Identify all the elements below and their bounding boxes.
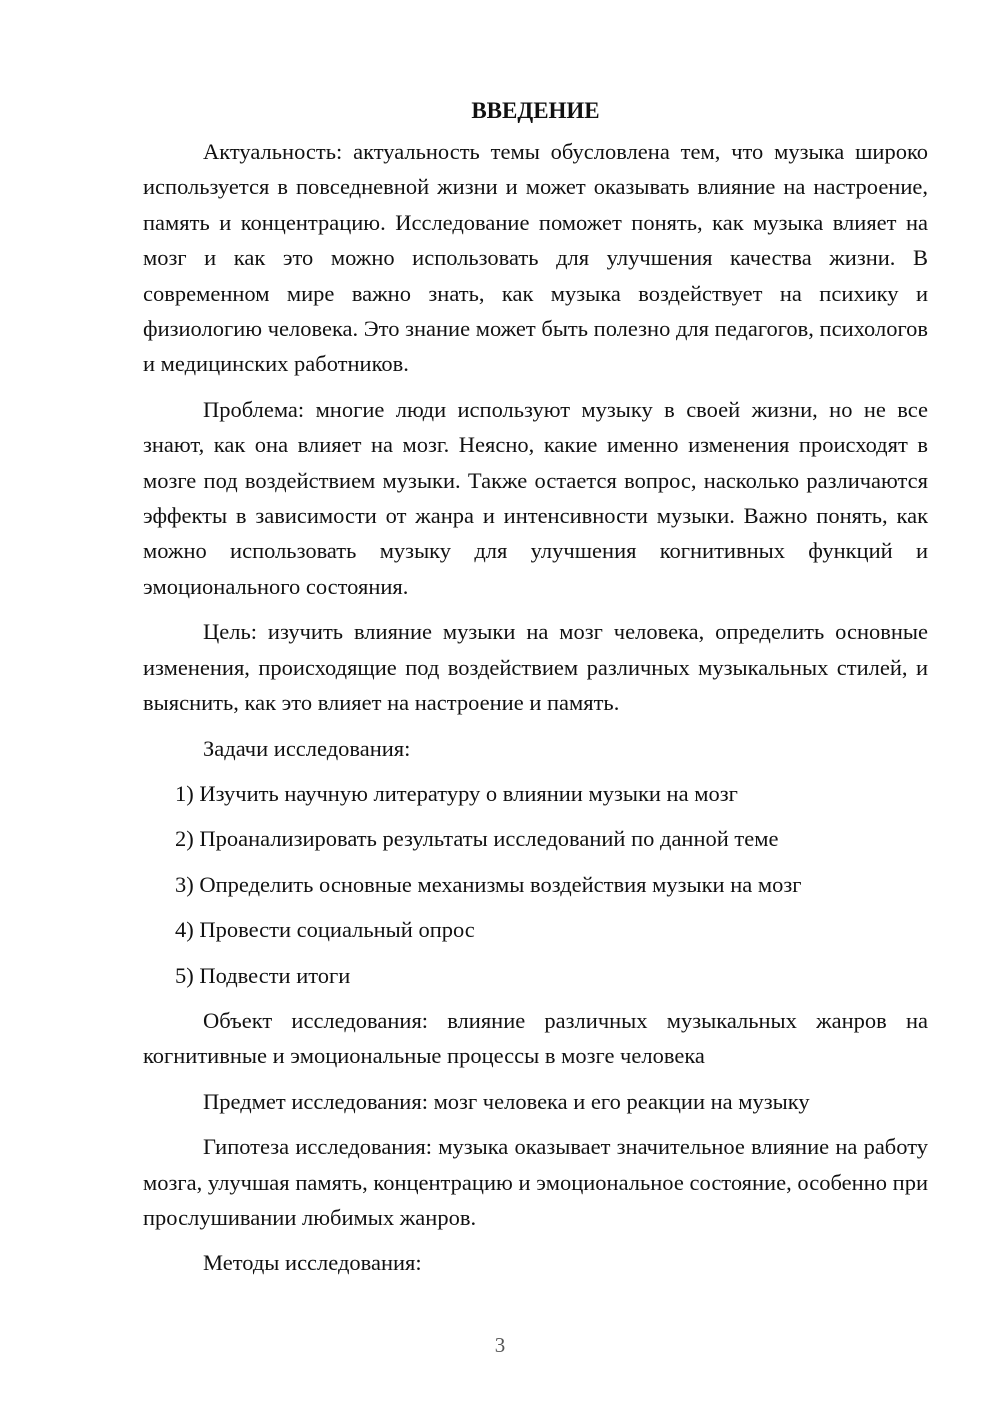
- subject-paragraph: Предмет исследования: мозг человека и его реакции на музыку: [203, 1088, 810, 1114]
- task-item: 5) Подвести итоги: [175, 962, 351, 988]
- goal-paragraph: Цель: изучить влияние музыки на мозг человека, определить основные изменения, происходящие под воздействием различных музыкальных стилей, и выяснить, как это влияет на настроение и память.: [143, 619, 928, 716]
- relevance-paragraph: Актуальность: актуальность темы обусловлена тем, что музыка широко используется в повседневной жизни и может оказывать влияние на настроение, память и концентрацию. Исследование поможет понять, как музыка влияет на мозг и как это можно использовать для улучшения качества жизни. В современном мире важно знать, как музыка воздействует на психику и физиологию человека. Это знание может быть полезно для педагогов, психологов и медицинских работников.: [143, 139, 928, 377]
- problem-paragraph: Проблема: многие люди используют музыку в своей жизни, но не все знают, как она влияет на мозг. Неясно, какие именно изменения происходят в мозге под воздействием музыки. Также остается вопрос, насколько различаются эффекты в зависимости от жанра и интенсивности музыки. Важно понять, как можно использовать музыку для улучшения когнитивных функций и эмоционального состояния.: [143, 396, 928, 599]
- tasks-heading: Задачи исследования:: [203, 735, 411, 761]
- task-item: 4) Провести социальный опрос: [175, 917, 475, 943]
- page-number: 3: [494, 1333, 506, 1357]
- task-item: 2) Проанализировать результаты исследований по данной теме: [175, 826, 779, 852]
- task-item: 1) Изучить научную литературу о влиянии музыки на мозг: [175, 780, 738, 806]
- methods-heading: Методы исследования:: [203, 1250, 422, 1276]
- document-page: [143, 96, 928, 1291]
- hypothesis-paragraph: Гипотеза исследования: музыка оказывает значительное влияние на работу мозга, улучшая память, концентрацию и эмоциональное состояние, особенно при прослушивании любимых жанров.: [143, 1134, 928, 1230]
- tasks-list: [143, 776, 928, 993]
- object-paragraph: Объект исследования: влияние различных музыкальных жанров на когнитивные и эмоциональные процессы в мозге человека: [143, 1007, 928, 1069]
- task-item: 3) Определить основные механизмы воздействия музыки на мозг: [175, 871, 802, 897]
- section-title: ВВЕДЕНИЕ: [471, 98, 600, 123]
